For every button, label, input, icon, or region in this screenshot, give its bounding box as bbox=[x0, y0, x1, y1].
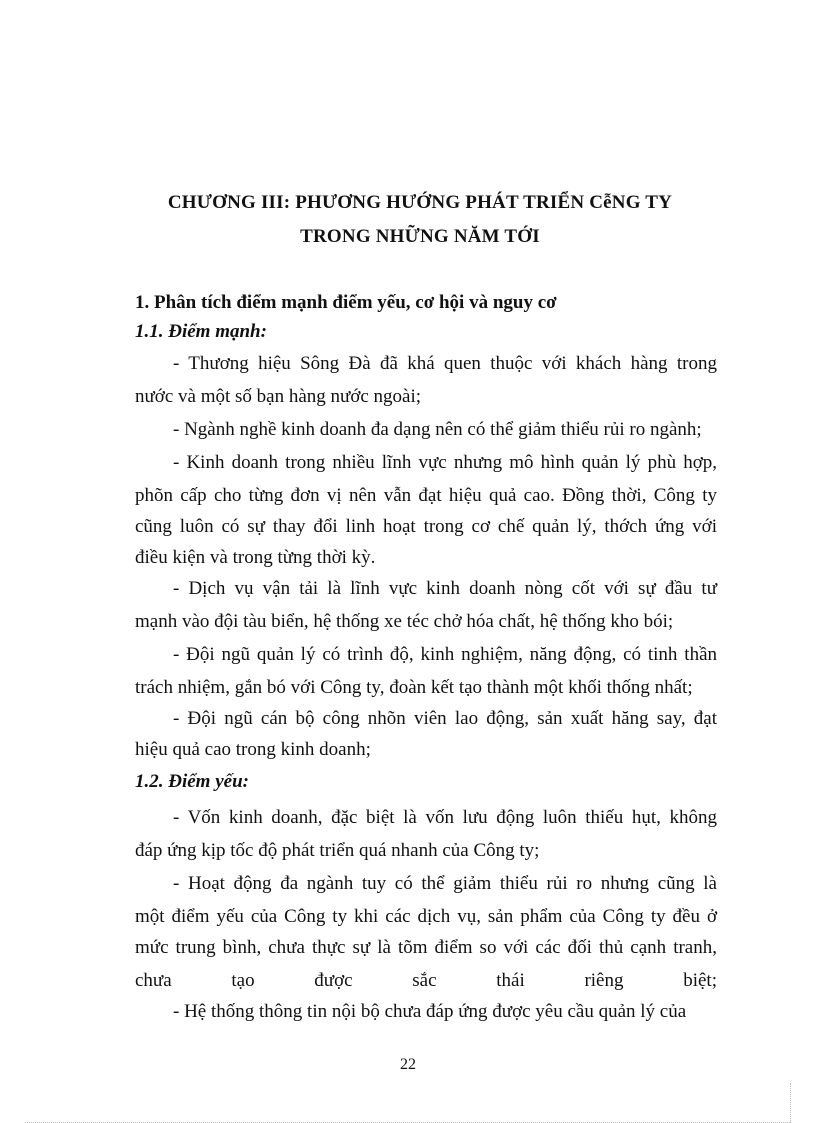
paragraph-line: hiệu quả cao trong kinh doanh; bbox=[135, 739, 371, 760]
section-heading: 1. Phân tích điểm mạnh điểm yếu, cơ hội và nguy cơ bbox=[135, 292, 557, 313]
paragraph-line: - Đội ngũ cán bộ công nhõn viên lao động, sản xuất hăng say, đạt bbox=[173, 708, 717, 729]
subsection-heading-weaknesses: 1.2. Điểm yếu: bbox=[135, 771, 249, 792]
paragraph-line: - Kinh doanh trong nhiều lĩnh vực nhưng mô hình quản lý phù hợp, bbox=[173, 452, 717, 473]
word: tạo bbox=[231, 970, 255, 991]
word: thái bbox=[496, 970, 525, 991]
paragraph-line: trách nhiệm, gắn bó với Công ty, đoàn kết tạo thành một khối thống nhất; bbox=[135, 677, 693, 698]
paragraph-line: một điểm yếu của Công ty khi các dịch vụ, sản phẩm của Công ty đều ở bbox=[135, 906, 717, 927]
paragraph-line: - Thương hiệu Sông Đà đã khá quen thuộc với khách hàng trong bbox=[173, 353, 717, 374]
paragraph-line: phõn cấp cho từng đơn vị nên vẫn đạt hiệu quả cao. Đồng thời, Công ty bbox=[135, 485, 717, 506]
page-number: 22 bbox=[400, 1056, 416, 1073]
subsection-heading-strengths: 1.1. Điểm mạnh: bbox=[135, 321, 267, 342]
word: được bbox=[314, 970, 353, 991]
paragraph-line: - Dịch vụ vận tải là lĩnh vực kinh doanh nòng cốt với sự đầu tư bbox=[173, 578, 717, 599]
paragraph-line: cũng luôn có sự thay đổi linh hoạt trong cơ chế quản lý, thớch ứng với bbox=[135, 516, 717, 537]
paragraph-line: mạnh vào đội tàu biển, hệ thống xe téc chở hóa chất, hệ thống kho bói; bbox=[135, 611, 674, 632]
word: riêng bbox=[584, 970, 624, 991]
paragraph-line: đáp ứng kịp tốc độ phát triển quá nhanh của Công ty; bbox=[135, 840, 540, 861]
paragraph-line: - Đội ngũ quản lý có trình độ, kinh nghiệm, năng động, có tinh thần bbox=[173, 644, 717, 665]
word: biệt; bbox=[683, 970, 717, 991]
page-border-right bbox=[790, 1083, 791, 1123]
paragraph-line: điều kiện và trong từng thời kỳ. bbox=[135, 547, 376, 568]
paragraph-line: - Hệ thống thông tin nội bộ chưa đáp ứng được yêu cầu quản lý của bbox=[173, 1001, 687, 1022]
word: sắc bbox=[412, 970, 437, 991]
chapter-title-line-2: TRONG NHỮNG NĂM TỚI bbox=[300, 226, 540, 247]
paragraph-line: - Vốn kinh doanh, đặc biệt là vốn lưu động luôn thiếu hụt, không bbox=[173, 807, 717, 828]
paragraph-line: - Hoạt động đa ngành tuy có thể giảm thiểu rủi ro nhưng cũng là bbox=[173, 873, 717, 894]
word: chưa bbox=[135, 970, 172, 991]
paragraph-line: mức trung bình, chưa thực sự là tõm điểm so với các đối thủ cạnh tranh, bbox=[135, 937, 717, 958]
chapter-title-line-1: CHƯƠNG III: PHƯƠNG HƯỚNG PHÁT TRIỂN CễNG TY bbox=[167, 192, 673, 213]
paragraph-line: - Ngành nghề kinh doanh đa dạng nên có thể giảm thiểu rủi ro ngành; bbox=[173, 419, 702, 440]
paragraph-line: nước và một số bạn hàng nước ngoài; bbox=[135, 386, 422, 407]
spread-line bbox=[135, 969, 717, 993]
